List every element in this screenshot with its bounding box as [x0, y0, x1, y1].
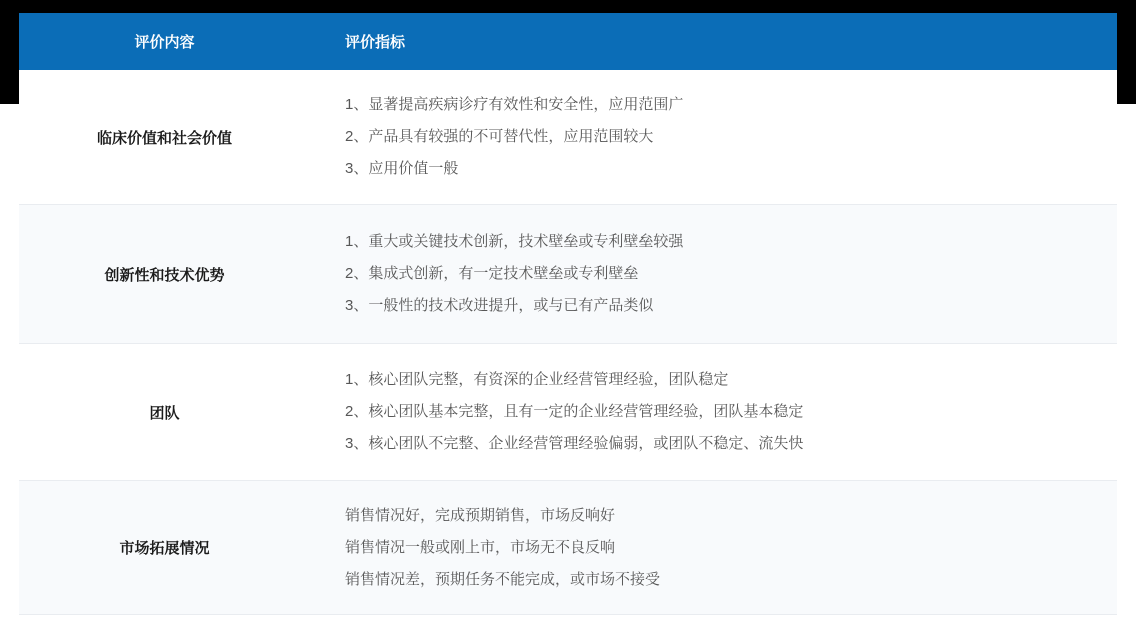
indicator-line: 2、产品具有较强的不可替代性，应用范围较大 [345, 128, 654, 145]
evaluation-content-cell: 创新性和技术优势 [104, 266, 225, 284]
evaluation-indicator-cell [310, 205, 1117, 343]
indicator-line: 3、一般性的技术改进提升，或与已有产品类似 [345, 297, 654, 314]
evaluation-indicator-cell [310, 481, 1117, 614]
indicator-line: 3、核心团队不完整、企业经营管理经验偏弱，或团队不稳定、流失快 [345, 435, 804, 452]
evaluation-table [19, 13, 1117, 615]
header-evaluation-content: 评价内容 [134, 34, 195, 51]
indicator-line: 2、核心团队基本完整，且有一定的企业经营管理经验，团队基本稳定 [345, 403, 804, 420]
header-evaluation-indicator: 评价指标 [345, 34, 406, 51]
table-body [19, 70, 1117, 615]
table-header-row [19, 13, 1117, 70]
evaluation-content-cell: 团队 [149, 404, 180, 422]
indicator-line: 2、集成式创新，有一定技术壁垒或专利壁垒 [345, 265, 639, 282]
indicator-line: 销售情况一般或刚上市，市场无不良反响 [345, 538, 616, 556]
table-row [19, 205, 1117, 344]
indicator-line: 销售情况差，预期任务不能完成，或市场不接受 [345, 570, 661, 588]
indicator-line: 销售情况好，完成预期销售，市场反响好 [345, 506, 616, 524]
evaluation-indicator-cell [310, 344, 1117, 480]
table-row [19, 344, 1117, 481]
indicator-line: 1、核心团队完整，有资深的企业经营管理经验，团队稳定 [345, 371, 729, 388]
table-row [19, 70, 1117, 205]
indicator-line: 1、显著提高疾病诊疗有效性和安全性，应用范围广 [345, 96, 684, 113]
evaluation-content-cell: 临床价值和社会价值 [96, 129, 232, 147]
table-row [19, 481, 1117, 615]
evaluation-content-cell: 市场拓展情况 [119, 540, 210, 557]
indicator-line: 3、应用价值一般 [345, 160, 459, 177]
indicator-line: 1、重大或关键技术创新，技术壁垒或专利壁垒较强 [345, 233, 684, 250]
evaluation-indicator-cell [310, 70, 1117, 204]
